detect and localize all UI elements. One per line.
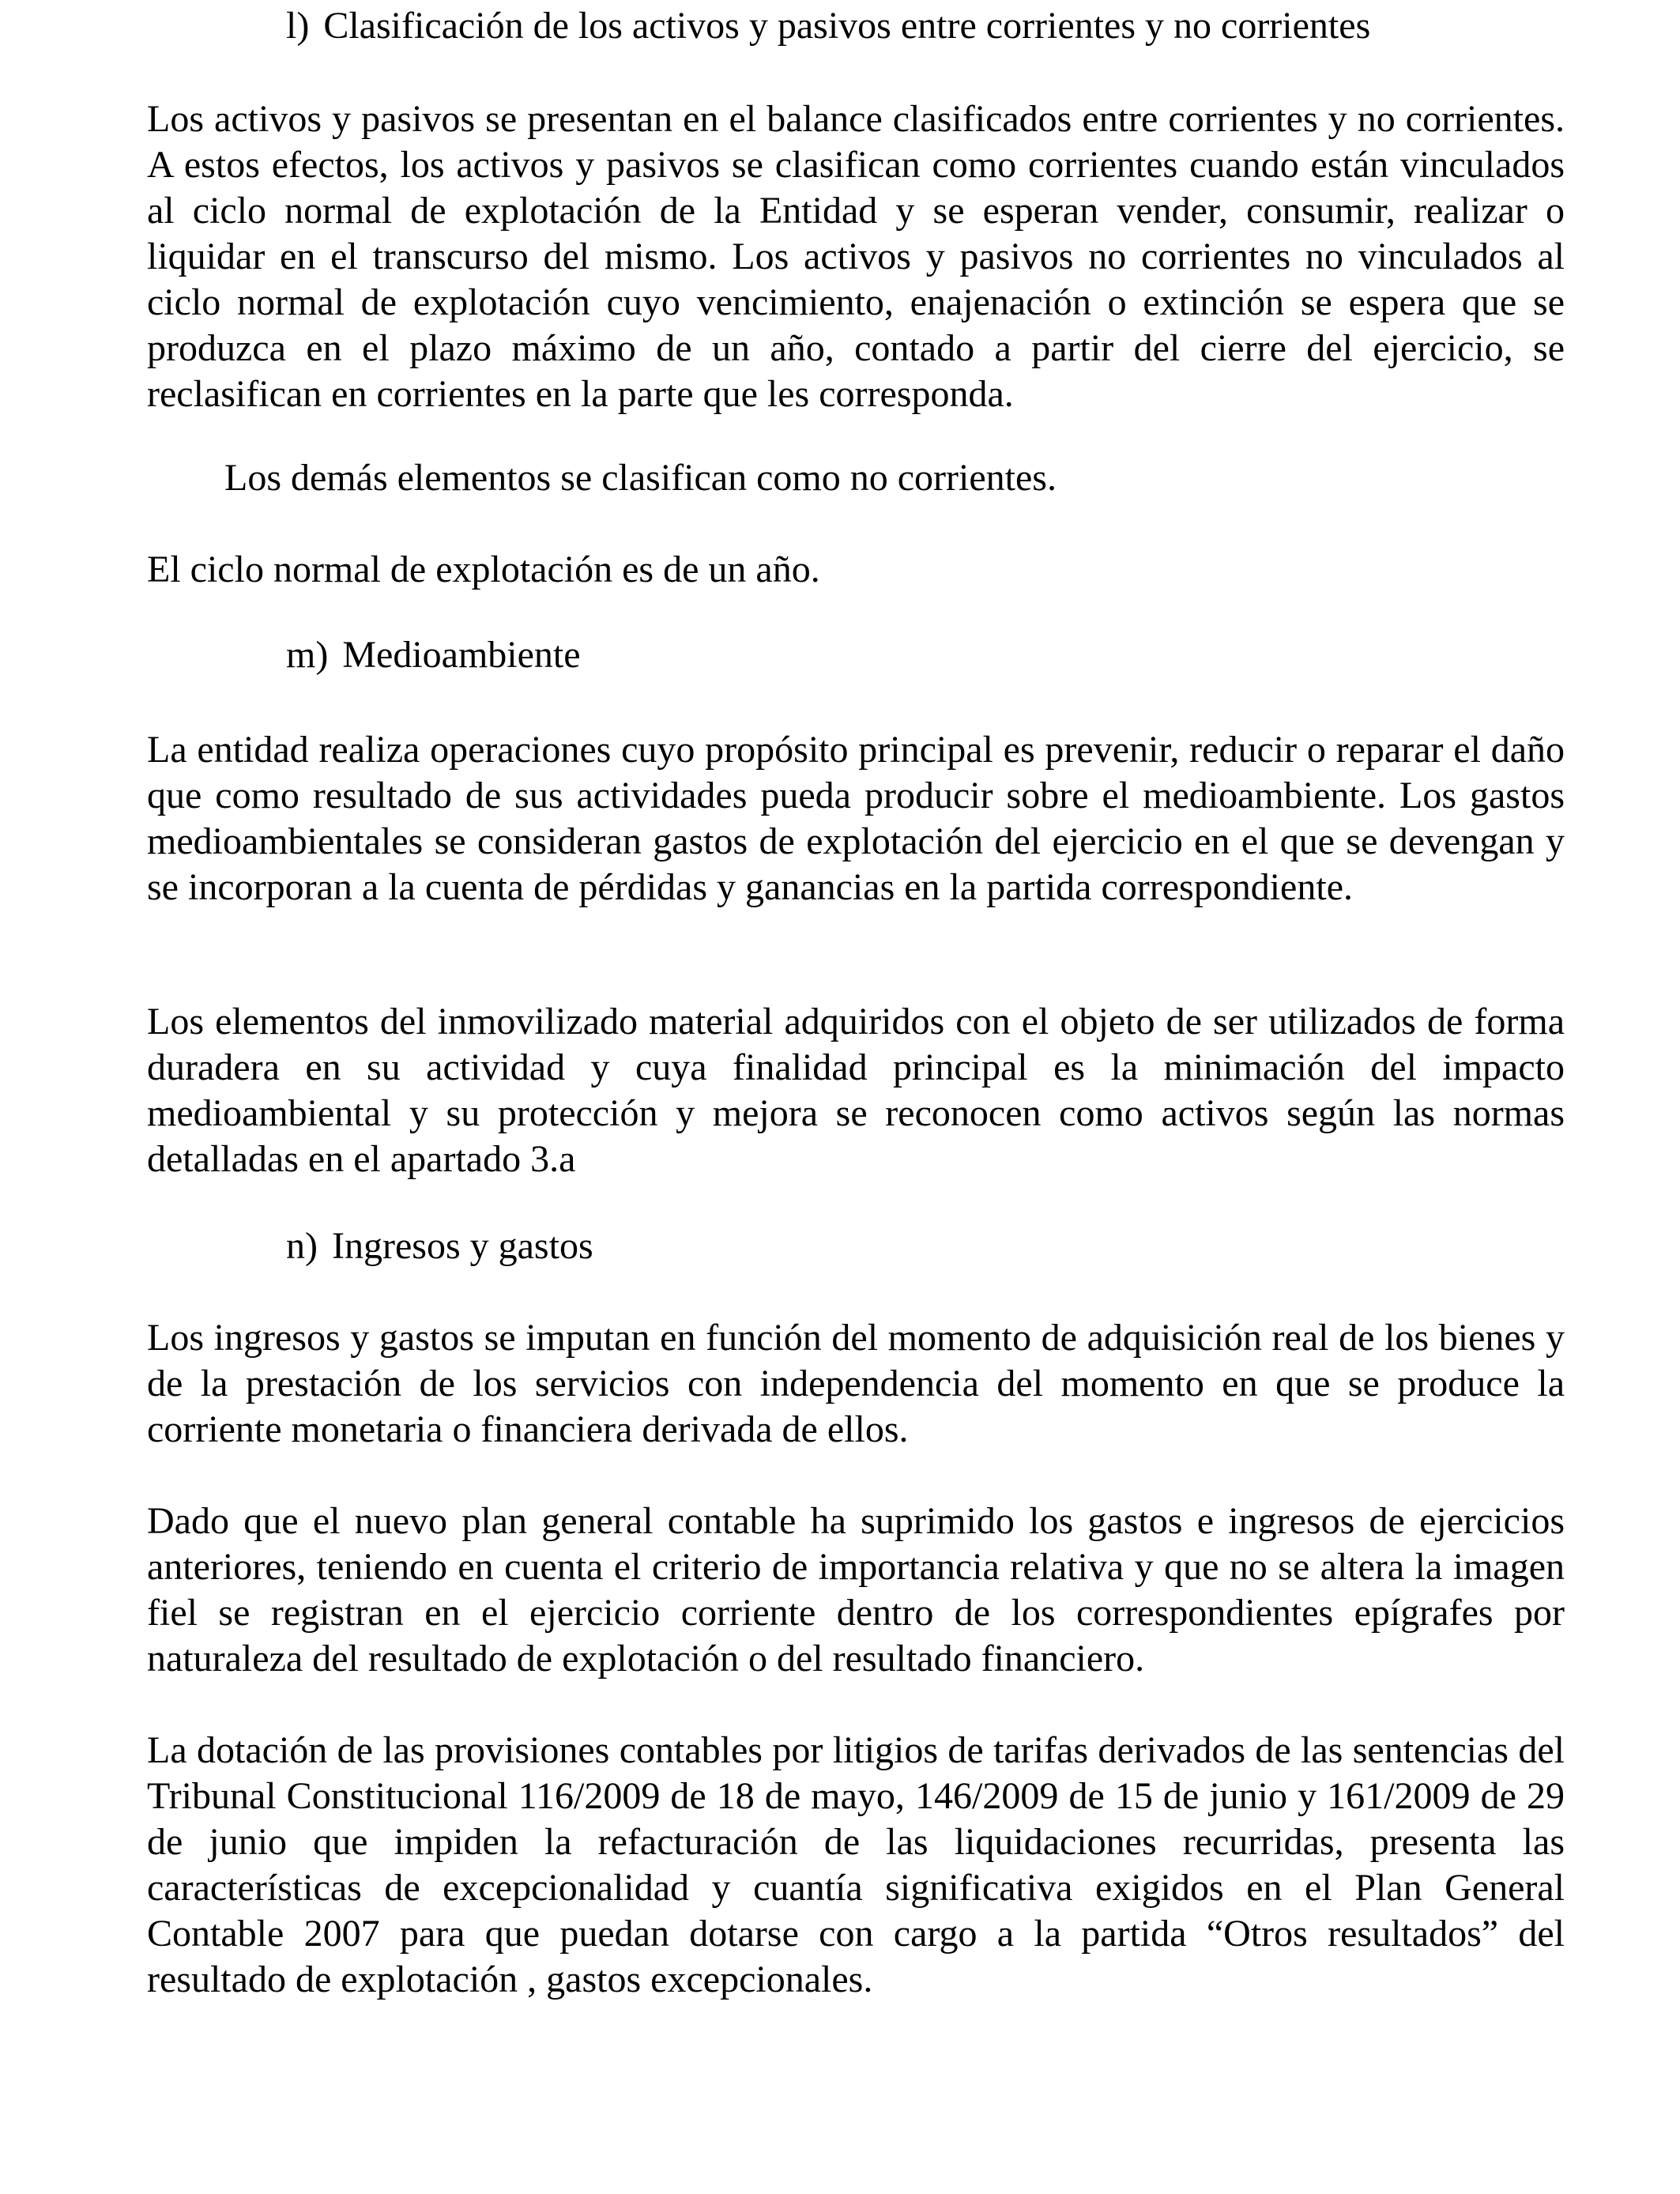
section-heading-marker: n) [286,1225,318,1267]
section-heading-marker: l) [286,5,310,47]
section-heading-l [286,3,1370,49]
section-heading-n [286,1223,593,1269]
section-heading-m [286,632,581,678]
section-heading-title: Ingresos y gastos [331,1225,593,1267]
section-heading-title: Medioambiente [342,634,581,676]
paragraph-plan-general-contable: Dado que el nuevo plan general contable ha suprimido los gastos e ingresos de ejercicios anteriores, teniendo en cuenta el criterio de importancia relativa y que no se altera la imagen fiel se registran en el ejercicio corriente dentro de los correspondientes epígrafes por naturaleza del resultado de explotación o del resultado financiero. [147,1500,1565,1679]
paragraph-clasificacion-intro: Los activos y pasivos se presentan en el balance clasificados entre corrientes y no corrientes. A estos efectos, los activos y pasivos se clasifican como corrientes cuando están vinculados al ciclo normal de explotación de la Entidad y se esperan vender, consumir, realizar o liquidar en el transcurso del mismo. Los activos y pasivos no corrientes no vinculados al ciclo normal de explotación cuyo vencimiento, enajenación o extinción se espera que se produzca en el plazo máximo de un año, contado a partir del cierre del ejercicio, se reclasifican en corrientes en la parte que les corresponda. [147,98,1565,415]
paragraph-ingresos-gastos-imputacion: Los ingresos y gastos se imputan en función del momento de adquisición real de los bienes y de la prestación de los servicios con independencia del momento en que se produce la corriente monetaria o financiera derivada de ellos. [147,1317,1565,1450]
paragraph-inmovilizado-material: Los elementos del inmovilizado material adquiridos con el objeto de ser utilizados de forma duradera en su actividad y cuya finalidad principal es la minimación del impacto medioambiental y su protección y mejora se reconocen como activos según las normas detalladas en el apartado 3.a [147,1001,1565,1180]
section-heading-marker: m) [286,634,329,676]
paragraph-demas-elementos: Los demás elementos se clasifican como no corrientes. [224,457,1057,499]
paragraph-ciclo-normal: El ciclo normal de explotación es de un año. [147,548,820,590]
section-heading-title: Clasificación de los activos y pasivos entre corrientes y no corrientes [323,5,1371,47]
paragraph-medioambiente-operaciones: La entidad realiza operaciones cuyo propósito principal es prevenir, reducir o reparar el daño que como resultado de sus actividades pueda producir sobre el medioambiente. Los gastos medioambientales se consideran gastos de explotación del ejercicio en el que se devengan y se incorporan a la cuenta de pérdidas y ganancias en la partida correspondiente. [147,729,1565,908]
paragraph-provisiones-litigios: La dotación de las provisiones contables por litigios de tarifas derivados de las sentencias del Tribunal Constitucional 116/2009 de 18 de mayo, 146/2009 de 15 de junio y 161/2009 de 29 de junio que impiden la refacturación de las liquidaciones recurridas, presenta las características de excepcionalidad y cuantía significativa exigidos en el Plan General Contable 2007 para que puedan dotarse con cargo a la partida “Otros resultados” del resultado de explotación , gastos excepcionales. [147,1729,1565,2000]
